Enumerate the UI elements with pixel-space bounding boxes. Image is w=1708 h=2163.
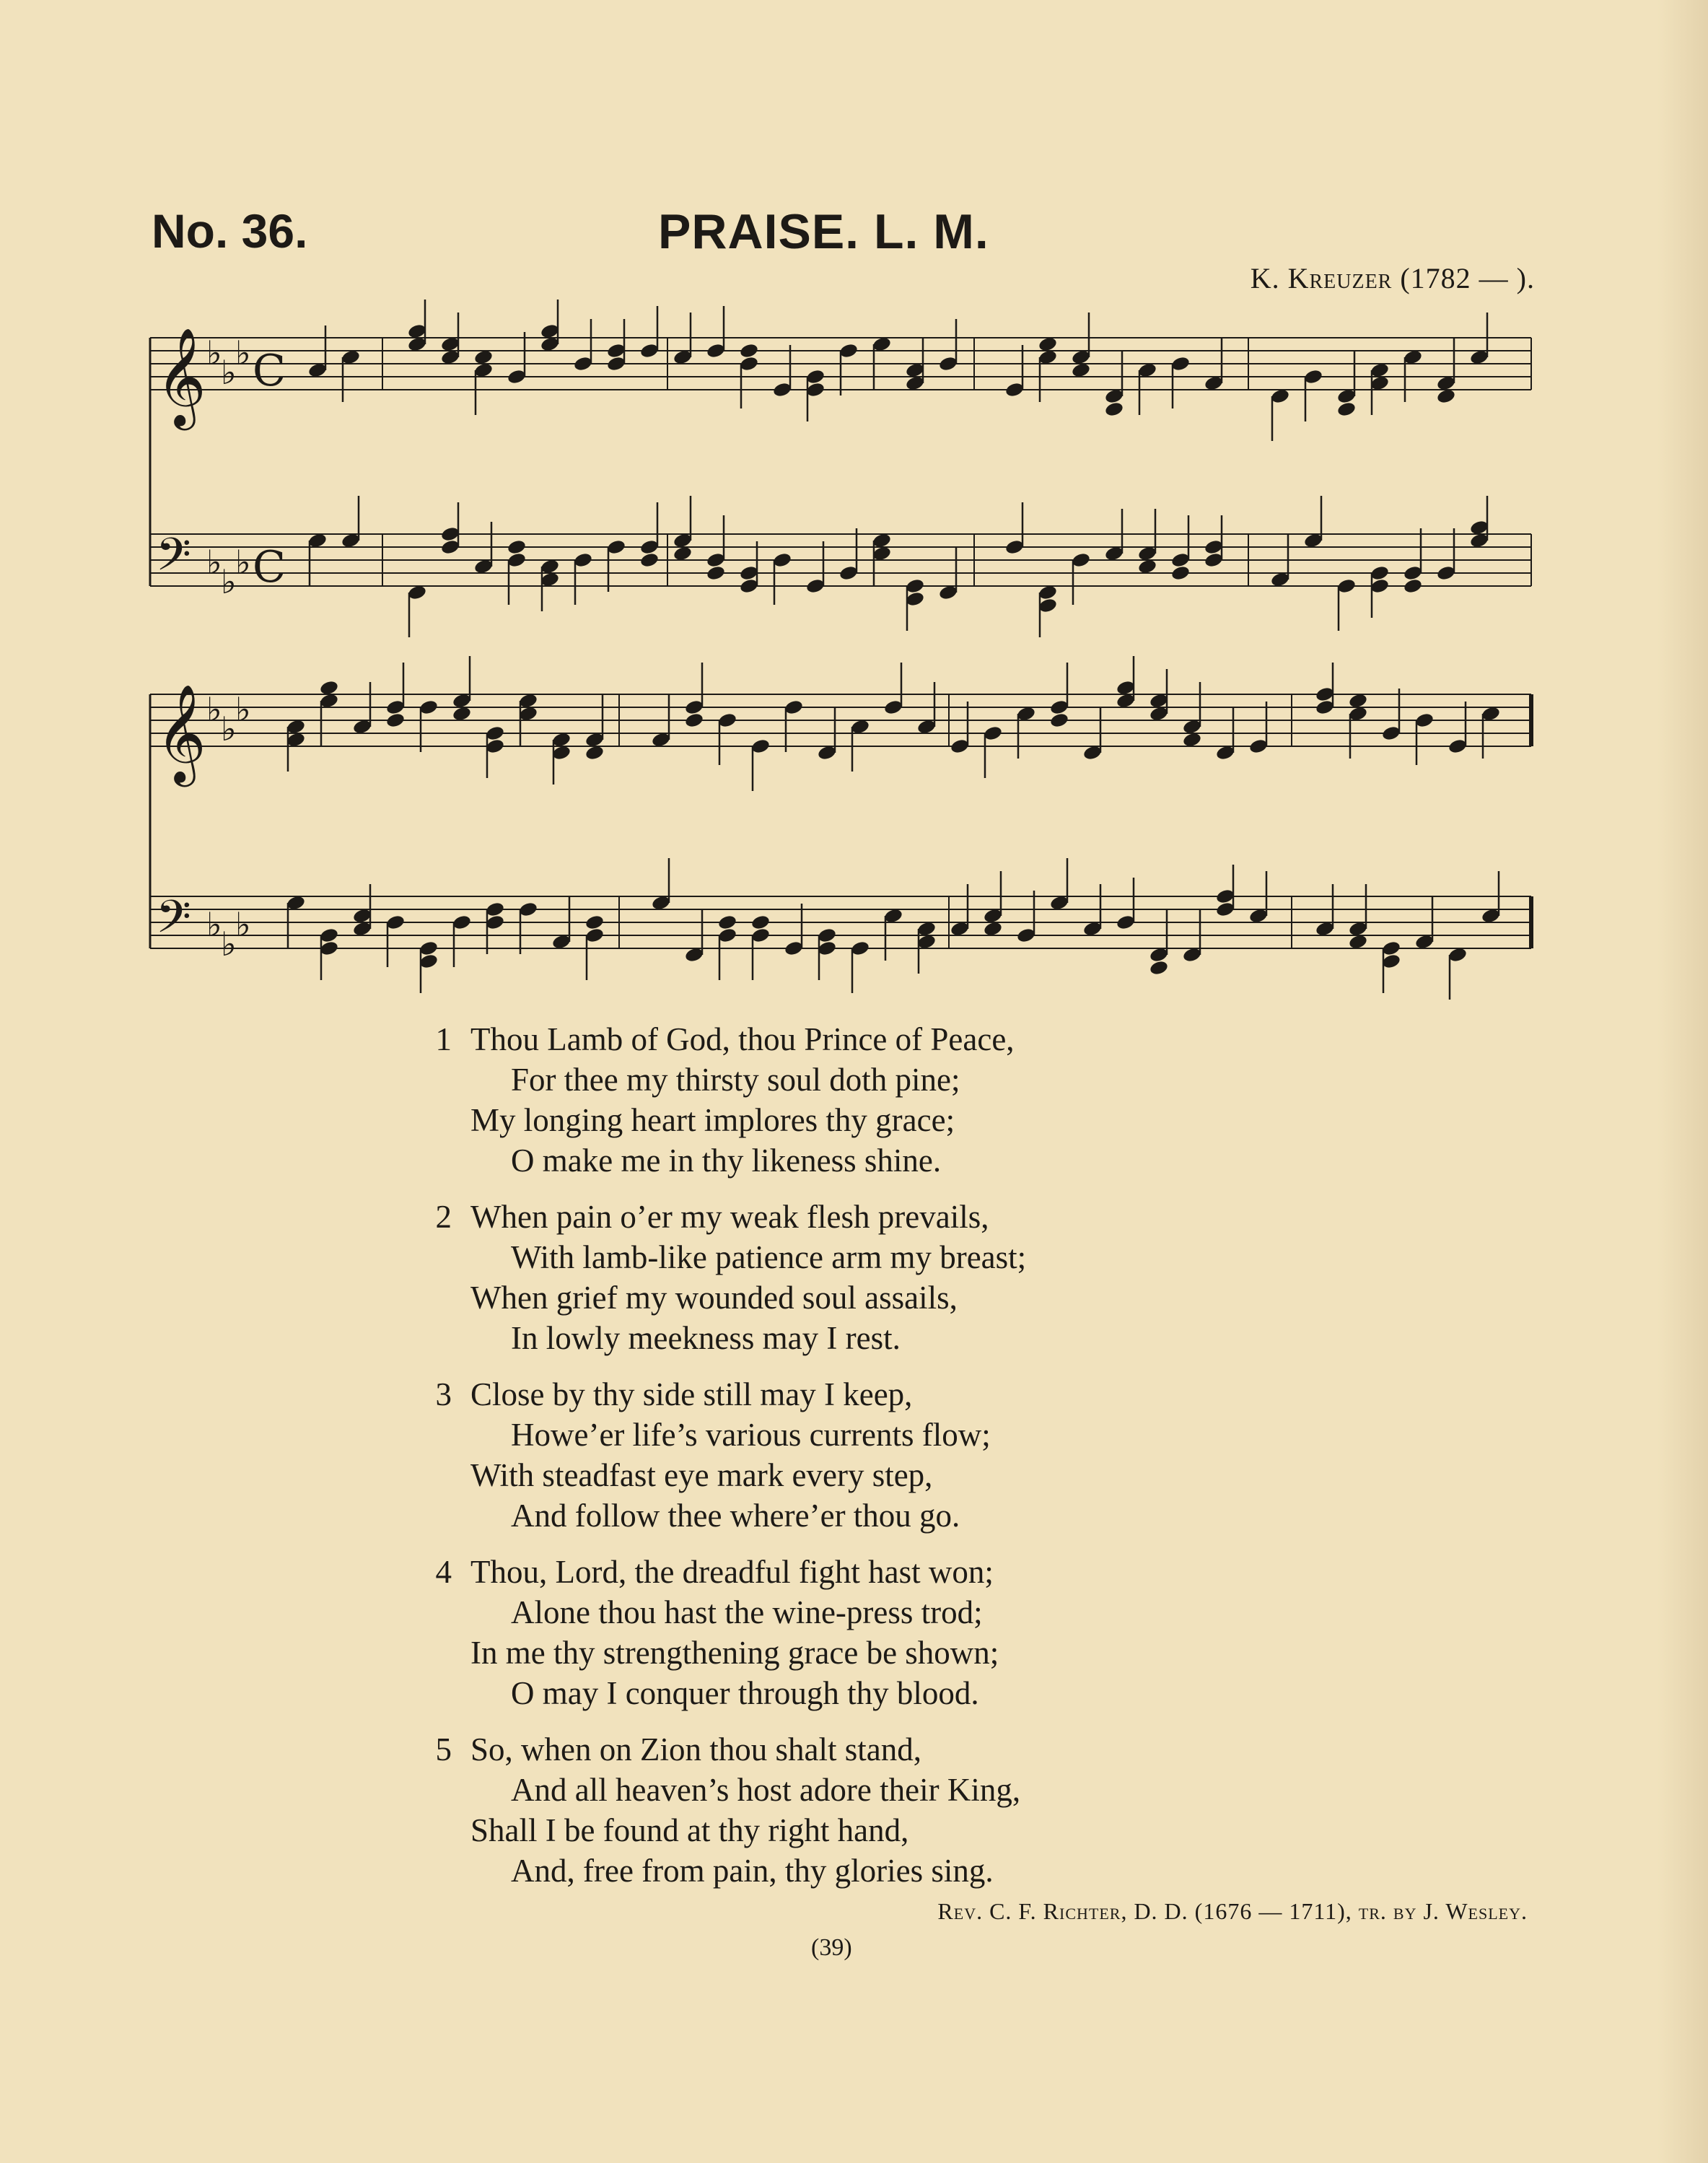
note-head [717,914,737,930]
flat-icon: ♭ [221,353,237,392]
verse-line: In lowly meekness may I rest. [511,1320,901,1356]
verse-line: Close by thy side still may I keep, [470,1376,913,1412]
verse-line: Thou, Lord, the dreadful fight hast won; [470,1554,994,1590]
flat-icon: ♭ [221,925,237,963]
verse-line: For thee my thirsty soul doth pine; [511,1062,960,1098]
verse-number: 3 [435,1376,452,1412]
verse-line: So, when on Zion thou shalt stand, [470,1731,921,1767]
verse-number: 1 [435,1021,452,1057]
common-time-icon: C [253,542,286,593]
verse-line: Thou Lamb of God, thou Prince of Peace, [470,1021,1015,1057]
verse-line: Howe’er life’s various currents flow; [511,1417,991,1453]
verse-3 [427,1374,1365,1536]
bass-clef-icon: 𝄢 [156,890,191,954]
flat-icon: ♭ [206,905,222,944]
flat-icon: ♭ [221,709,237,748]
verse-line: With steadfast eye mark every step, [470,1457,933,1493]
note-head [584,914,605,930]
verse-4 [427,1552,1365,1713]
verse-number: 2 [435,1199,452,1235]
verse-line: My longing heart implores thy grace; [470,1102,955,1138]
verse-line: O may I conquer through thy blood. [511,1675,979,1711]
flat-icon: ♭ [235,690,251,729]
note-head [750,914,771,930]
note-head [639,551,660,568]
flat-icon: ♭ [221,562,237,601]
verse-line: In me thy strengthening grace be shown; [470,1635,999,1671]
flat-icon: ♭ [235,905,251,944]
flat-icon: ♭ [206,690,222,729]
note-head [1149,959,1169,976]
verse-2 [427,1197,1365,1358]
verses [427,1019,1365,1907]
author-dates: (1676 — 1711), [1194,1898,1352,1924]
page-number: (39) [811,1934,852,1961]
verse-line: Shall I be found at thy right hand, [470,1812,909,1848]
verse-number: 5 [435,1731,452,1767]
treble-clef-icon: 𝄞 [156,326,206,426]
common-time-icon: C [253,346,286,396]
note-head [739,342,759,359]
translator-credit: tr. by J. Wesley. [1358,1898,1528,1924]
verse-line: Alone thou hast the wine-press trod; [511,1594,983,1630]
note-head [1104,401,1124,417]
note-head [706,564,726,581]
verse-line: And, free from pain, thy glories sing. [511,1853,994,1889]
hymn-number: No. 36. [152,204,308,258]
flat-icon: ♭ [206,543,222,582]
verse-1 [427,1019,1365,1181]
flat-icon: ♭ [235,333,251,372]
note-head [1403,577,1423,594]
verse-5 [427,1729,1365,1891]
hymn-title: PRAISE. L. M. [658,204,989,259]
note-head [1170,564,1191,581]
bass-clef-icon: 𝄢 [156,528,191,592]
music-score [0,0,1708,1025]
verse-line: And all heaven’s host adore their King, [511,1772,1021,1808]
note-head [684,712,704,728]
verse-line: With lamb-like patience arm my breast; [511,1239,1027,1275]
flat-icon: ♭ [206,333,222,372]
composer-credit: K. Kreuzer (1782 — ). [1250,262,1535,294]
verse-line: O make me in thy likeness shine. [511,1142,942,1179]
verse-line: And follow thee where’er thou go. [511,1498,960,1534]
verse-line: When pain o’er my weak flesh prevails, [470,1199,989,1235]
flat-icon: ♭ [235,543,251,582]
note-head [1336,401,1357,417]
treble-clef-icon: 𝄞 [156,683,206,782]
verse-line: When grief my wounded soul assails, [470,1280,958,1316]
note-head [507,538,527,555]
author-name: Rev. C. F. Richter, D. D. [937,1898,1188,1924]
note-head [385,712,406,728]
verse-number: 4 [435,1554,452,1590]
text-attribution [937,1898,1528,1925]
note-head [1049,712,1069,728]
